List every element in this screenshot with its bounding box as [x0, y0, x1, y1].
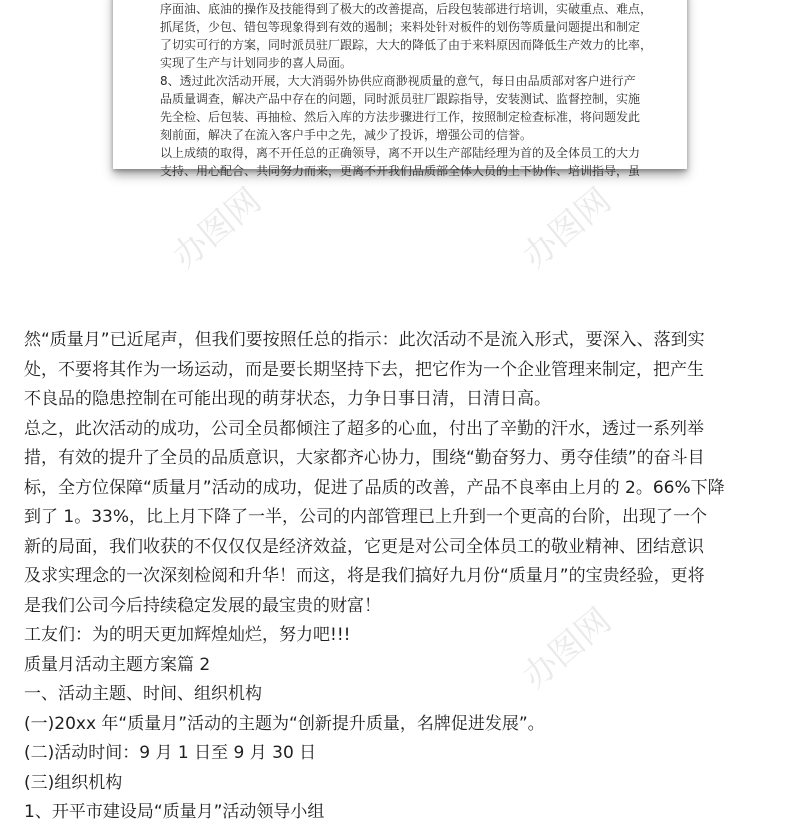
body-text-line: 新的局面，我们收获的不仅仅仅是经济效益，它更是对公司全体员工的敬业精神、团结意识 [24, 536, 704, 557]
body-text-line: 措，有效的提升了全员的品质意识，大家都齐心协力，围绕“勤奋努力、勇夺佳绩”的奋斗目 [24, 448, 705, 468]
watermark: 办图网 [515, 180, 619, 277]
card-text-line: 8、透过此次活动开展，大大消弱外协供应商渺视质量的意气，每日由品质部对客户进行产 [160, 74, 636, 88]
card-text-line: 了切实可行的方案，同时派员驻厂跟踪，大大的降低了由于来料原因而降低生产效力的比率， [160, 38, 653, 52]
card-text-line: 以上成绩的取得，离不开任总的正确领导，离不开以生产部陆经理为首的及全体员工的大力 [160, 146, 641, 160]
card-text-line: 序面油、底油的操作及技能得到了极大的改善提高，后段包装部进行培训，实破重点、难点， [160, 2, 653, 16]
body-text-line: 一、活动主题、时间、组织机构 [24, 684, 262, 704]
document-body [24, 326, 784, 828]
body-text-line: 工友们：为的明天更加辉煌灿烂，努力吧!!! [24, 625, 351, 645]
body-text-line: 标，全方位保障“质量月”活动的成功，促进了品质的改善，产品不良率由上月的 2。66%下降 [24, 477, 725, 498]
body-text-line: 及求实理念的一次深刻检阅和升华！而这，将是我们搞好九月份“质量月”的宝贵经验，更将 [24, 566, 705, 586]
card-text-line: 先全检、后包装、再抽检、然后入库的方法步骤进行工作，按照制定检查标准，将问题发此 [160, 110, 641, 124]
watermark: 办图网 [515, 600, 619, 697]
body-text-line: 然“质量月”已近尾声，但我们要按照任总的指示：此次活动不是流入形式，要深入、落到实 [24, 330, 705, 350]
document-page-preview [113, 0, 687, 178]
body-text-line: 到了 1。33%，比上月下降了一半，公司的内部管理已上升到一个更高的台阶，出现了一个 [24, 507, 708, 527]
card-text-line: 抓尾货，少包、错包等现象得到有效的遏制；来料处针对板件的划伤等质量问题提出和制定 [160, 20, 641, 34]
body-text-line: (一)20xx 年“质量月”活动的主题为“创新提升质量，名牌促进发展”。 [24, 713, 545, 734]
body-text-line: 不良品的隐患控制在可能出现的萌芽状态，力争日事日清，日清日高。 [24, 389, 551, 409]
card-text-line: 实现了生产与计划同步的喜人局面。 [160, 56, 353, 70]
section-heading: 质量月活动主题方案篇 2 [24, 654, 211, 675]
body-text-line: 1、开平市建设局“质量月”活动领导小组 [24, 802, 325, 822]
watermark: 办图网 [165, 180, 269, 277]
card-text-line: 支持、用心配合、共同努力而来，更离不开我们品质部全体人员的上下协作、培训指导，虽 [160, 164, 641, 178]
body-text-line: 处，不要将其作为一场运动，而是要长期坚持下去，把它作为一个企业管理来制定，把产生 [24, 359, 704, 380]
card-text-line: 品质量调查，解决产品中存在的问题，同时派员驻厂跟踪指导，安装测试、监督控制，实施 [160, 92, 641, 106]
body-text-line: (三)组织机构 [24, 772, 123, 793]
body-text-line: 是我们公司今后持续稳定发展的最宝贵的财富！ [24, 595, 381, 616]
card-text-line: 刻前面，解决了在流入客户手中之先，减少了投诉，增强公司的信誉。 [160, 128, 533, 142]
body-text-line: 总之，此次活动的成功，公司全员都倾注了超多的心血，付出了辛勤的汗水，透过一系列举 [24, 418, 704, 439]
body-text-line: (二)活动时间：9 月 1 日至 9 月 30 日 [24, 743, 317, 763]
